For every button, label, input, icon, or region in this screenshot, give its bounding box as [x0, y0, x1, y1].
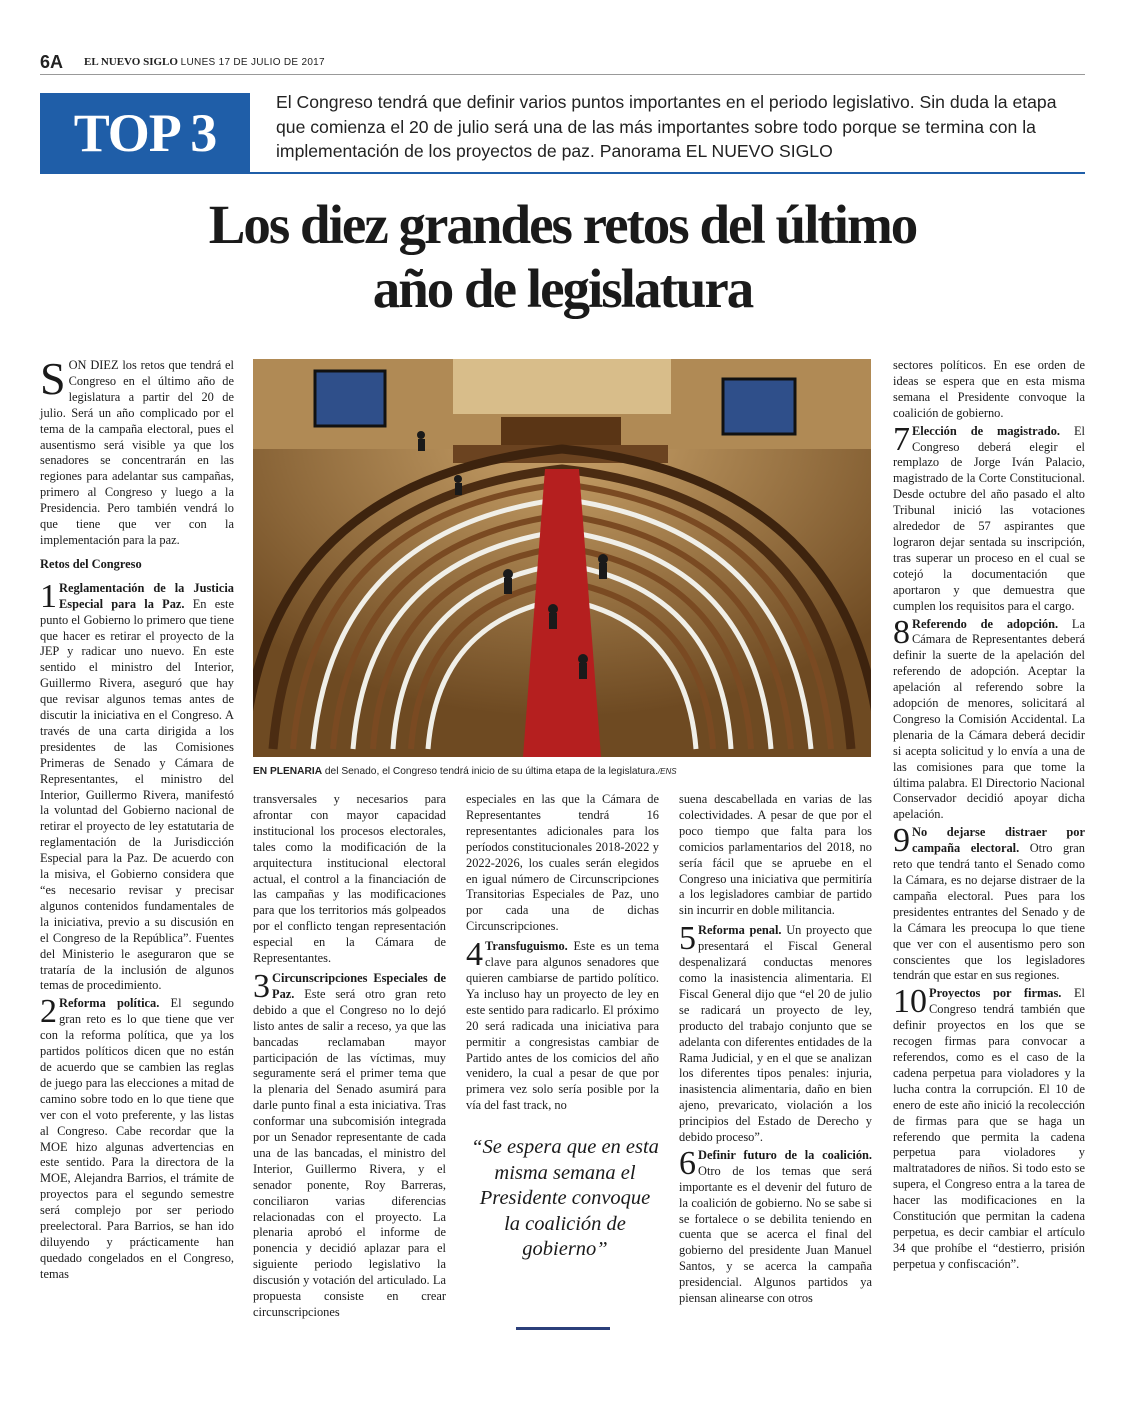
reto-title: Referendo de adopción.	[912, 616, 1059, 631]
pull-quote-rule	[516, 1327, 610, 1330]
reto-title: Reforma penal.	[698, 923, 782, 938]
reto-number: 10	[893, 983, 927, 1021]
reto-number: 9	[893, 822, 910, 860]
reto-1: 1 Reglamentación de la Justicia Especial para la Paz. En este punto el Gobierno lo primero que tiene que hacer es retirar el proyecto de la JEP y radicar uno nuevo. En este sentido el ministro del Interior, Guillermo Rivera, aseguró que hay que revisar algunos temas antes de discutir la iniciativa en el Congreso. A través de una carta dirigida a los presidentes de las Comisiones Primeras de Senado y Cámara de Representantes, el ministro del Interior, Guillermo Rivera, manifestó la voluntad del Gobierno nacional de retirar el proyecto de ley estatutaria de reglamentación de la Jurisdicción Especial para la Paz. De acuerdo con la misiva, el Gobierno considera que “es necesario revisar y precisar algunos contenidos fundamentales de la iniciativa, previo a su discusión en el Congreso de la República”. Fuentes del Ministerio le aseguraron que se trataría de la inclusión de algunos temas de procedimiento.	[40, 577, 234, 993]
column-3	[466, 792, 659, 1114]
reto-10: 10 Proyectos por firmas. El Congreso tendrá también que definir proyectos en los que se recogen firmas para convocar a referendos, como es el caso de la cadena perpetua para violadores y la lucha contra la corrupción. El 10 de enero de este año inició la recolección de firmas para que se haga un referendo que permita la cadena perpetua para violadores y maltratadores de niños. Si todo esto se supera, el Congreso entra a la tarea de hacer las modificaciones en la Constitución que permitan la cadena perpetua, es decir cambiar el artículo 34 que prohíbe el “destierro, prisión perpetua y confiscación”.	[893, 983, 1085, 1271]
reto-number: 2	[40, 993, 57, 1031]
column-3-continuation: especiales en las que la Cámara de Representantes tendrá 16 representantes adicionales para los períodos constitucionales 2018-2022 y 2022-2026, los cuales serán elegidos en igual número de Circunscripciones Transitorias Especiales de Paz, uno por cada una de dichas Circunscripciones.	[466, 792, 659, 934]
header-divider	[40, 74, 1085, 75]
reto-number: 1	[40, 577, 57, 615]
pull-quote: “Se espera que en esta misma semana el Presidente convoque la coalición de gobierno”	[471, 1136, 659, 1260]
column-5-continuation: sectores políticos. En ese orden de ideas se espera que en esta misma semana el Presidente convoque la coalición de gobierno.	[893, 358, 1085, 420]
reto-7: 7 Elección de magistrado. El Congreso deberá elegir el remplazo de Jorge Iván Palacio, magistrado de la Corte Constitucional. Desde octubre del año pasado el alto Tribunal inició las votaciones alrededor de 57 aspirantes que lograron dejar sentada su inscripción, tras superar un proceso en el cual se cotejó la documentación que aportaron y que demuestra que cumplen los requisitos para el cargo.	[893, 420, 1085, 613]
senate-plenary-photo	[253, 359, 871, 757]
subhead: Retos del Congreso	[40, 556, 142, 571]
reto-9: 9 No dejarse distraer por campaña electoral. Otro gran reto que tendrá tanto el Senado como la Cámara, es no dejarse distraer de la campaña electoral. Pues para los presidentes entrantes del Senado y de la Cámara les preocupa lo que tiene que ver con el ausentismo pero son conscientes que los legisladores tendrán que estar en sus regiones.	[893, 822, 1085, 983]
newspaper-name: EL NUEVO SIGLO	[84, 56, 178, 68]
reto-title: Transfuguismo.	[485, 939, 568, 954]
column-5	[893, 358, 1085, 1273]
lead-paragraph: SON DIEZ los retos que tendrá el Congreso en el último año de legislatura a partir del 20 de julio. Será un año complicado por el tema de la campaña electoral, pues el ausentismo será visible ya que los senadores se concentrarán en las regiones para adelantar sus campañas, primero al Congreso y luego a la Presidencia. Pero también vendrá lo que tiene que ver con la implementación para la paz.	[40, 353, 234, 547]
reto-number: 3	[253, 967, 270, 1005]
reto-number: 7	[893, 420, 910, 458]
reto-4: 4 Transfuguismo. Este es un tema clave para algunos senadores que quieren cambiarse de partido político. Ya incluso hay un proyecto de ley en este sentido para radicarlo. El próximo 20 será radicada una iniciativa para permitir a congresistas cambiar de Partido antes de los comicios del año venidero, la cual a pesar de que por primera vez solo sería posible por la vía del fast track, no	[466, 936, 659, 1113]
reto-number: 6	[679, 1144, 696, 1182]
masthead	[84, 56, 325, 68]
reto-5: 5 Reforma penal. Un proyecto que presentará el Fiscal General despenalizará conductas menores como la inasistencia alimentaria. El Fiscal General dijo que “el 20 de julio se radicará un proyecto de ley, producto del trabajo conjunto que se adelanta con diferentes entidades de la Rama Judicial, y en el que se analizan los diferentes tipos penales: injuria, inasistencia alimentaria, daño en bien ajeno, prevaricato, violación a los principios del Estado de Derecho y debido proceso”.	[679, 920, 872, 1145]
reto-title: Reforma política.	[59, 996, 160, 1011]
reto-8: 8 Referendo de adopción. La Cámara de Representantes deberá definir la suerte de la apelación del referendo de adopción. Aceptar la apelación al referendo sobre la adopción de menores, solicitará al Congreso la Comisión Accidental. La plenaria de la Cámara deberá decidir si acepta solicitud y lo envía a una de las comisiones para que tome la última palabra. El Directorio Nacional Conservador decidió apoyar dicha apelación.	[893, 613, 1085, 822]
reto-title: Elección de magistrado.	[912, 423, 1061, 438]
reto-number: 5	[679, 920, 696, 958]
photo-credit: /ENS	[657, 767, 677, 776]
reto-number: 4	[466, 936, 483, 974]
headline-line-2: año de legislatura	[372, 258, 753, 319]
caption-lead: EN PLENARIA	[253, 766, 323, 777]
reto-3: 3 Circunscripciones Especiales de Paz. Este será otro gran reto debido a que el Congreso no lo dejó listo antes de salir a receso, ya que las bancadas reclamaban mayor participación de las víctimas, muy seguramente será el primer tema que la plenaria del Senado asumirá para darle punto final a esta iniciativa. Tras conformar una subcomisión integrada por un Senador representante de cada una de las bancadas, el ministro del Interior, Guillermo Rivera, y el senador ponente, Roy Barreras, conciliaron varias diferencias relacionadas con el proyecto. La plenaria aprobó el informe de ponencia y decidió aplazar para el siguiente periodo legislativo la discusión y votación del articulado. La propuesta consiste en crear circunscripciones	[253, 967, 446, 1319]
drop-cap: S	[40, 353, 66, 404]
photo-caption	[253, 766, 871, 777]
issue-date: LUNES 17 DE JULIO DE 2017	[180, 57, 325, 68]
headline-line-1: Los diez grandes retos del último	[208, 194, 917, 255]
headline	[60, 193, 1065, 321]
column-4-continuation: suena descabellada en varias de las colectividades. A pesar de que por el poco tiempo que falta para los comicios parlamentarios del 2018, no sería fácil que se apruebe en el Congreso una iniciativa que permitiría a los legisladores cambiar de partido sin incurrir en doble militancia.	[679, 792, 872, 918]
reto-title: Definir futuro de la coalición.	[698, 1147, 872, 1162]
column-2-continuation: transversales y necesarios para afrontar con mayor capacidad institucional los procesos electorales, tales como la modificación de la arquitectura institucional electoral actual, el control a la financiación de las campañas y las modificaciones para que los territorios más golpeados por el conflicto tengan representación especial en la Cámara de Representantes.	[253, 792, 446, 966]
reto-number: 8	[893, 613, 910, 651]
reto-title: Reglamentación de la Justicia Especial para la Paz.	[59, 580, 234, 611]
page-number: 6A	[40, 52, 64, 72]
section-tag: TOP 3	[40, 93, 250, 174]
reto-title: No dejarse distraer por campaña electoral.	[912, 825, 1085, 856]
intro-summary: El Congreso tendrá que definir varios puntos importantes en el periodo legislativo. Sin duda la etapa que comienza el 20 de julio será una de las más importantes sobre todo porque se termina con la implementación de los proyectos de paz. Panorama EL NUEVO SIGLO	[276, 92, 1057, 161]
column-4	[679, 792, 872, 1307]
caption-text: del Senado, el Congreso tendrá inicio de su última etapa de la legislatura.	[322, 766, 658, 777]
column-1	[40, 353, 234, 1283]
column-2	[253, 792, 446, 1321]
reto-title: Circunscripciones Especiales de Paz.	[272, 970, 446, 1001]
intro-divider	[250, 172, 1085, 174]
reto-6: 6 Definir futuro de la coalición. Otro de los temas que será importante es el devenir del futuro de la coalición de gobierno. No se sabe si se fortalece o se debilita teniendo en cuenta que se acerca el final del gobierno del presidente Juan Manuel Santos, y se acerca la campaña presidencial. Algunos partidos ya piensan alinearse con otros	[679, 1144, 872, 1306]
reto-2: 2 Reforma política. El segundo gran reto es lo que tiene que ver con la reforma política, que ya los partidos políticos dicen que no están de acuerdo que se cambien las reglas de juego para las elecciones a mitad de camino sobre todo en lo que tiene que ver con el voto preferente, y las listas al Congreso. Cabe recordar que la MOE hizo algunas advertencias en este sentido. Para la directora de la MOE, Alejandra Barrios, el trámite de proyectos para el segundo semestre será complejo por ser periodo preelectoral. Para Barrios, se han ido diluyendo y prácticamente han quedado congelados en el Congreso, temas	[40, 993, 234, 1281]
reto-title: Proyectos por firmas.	[929, 986, 1062, 1001]
